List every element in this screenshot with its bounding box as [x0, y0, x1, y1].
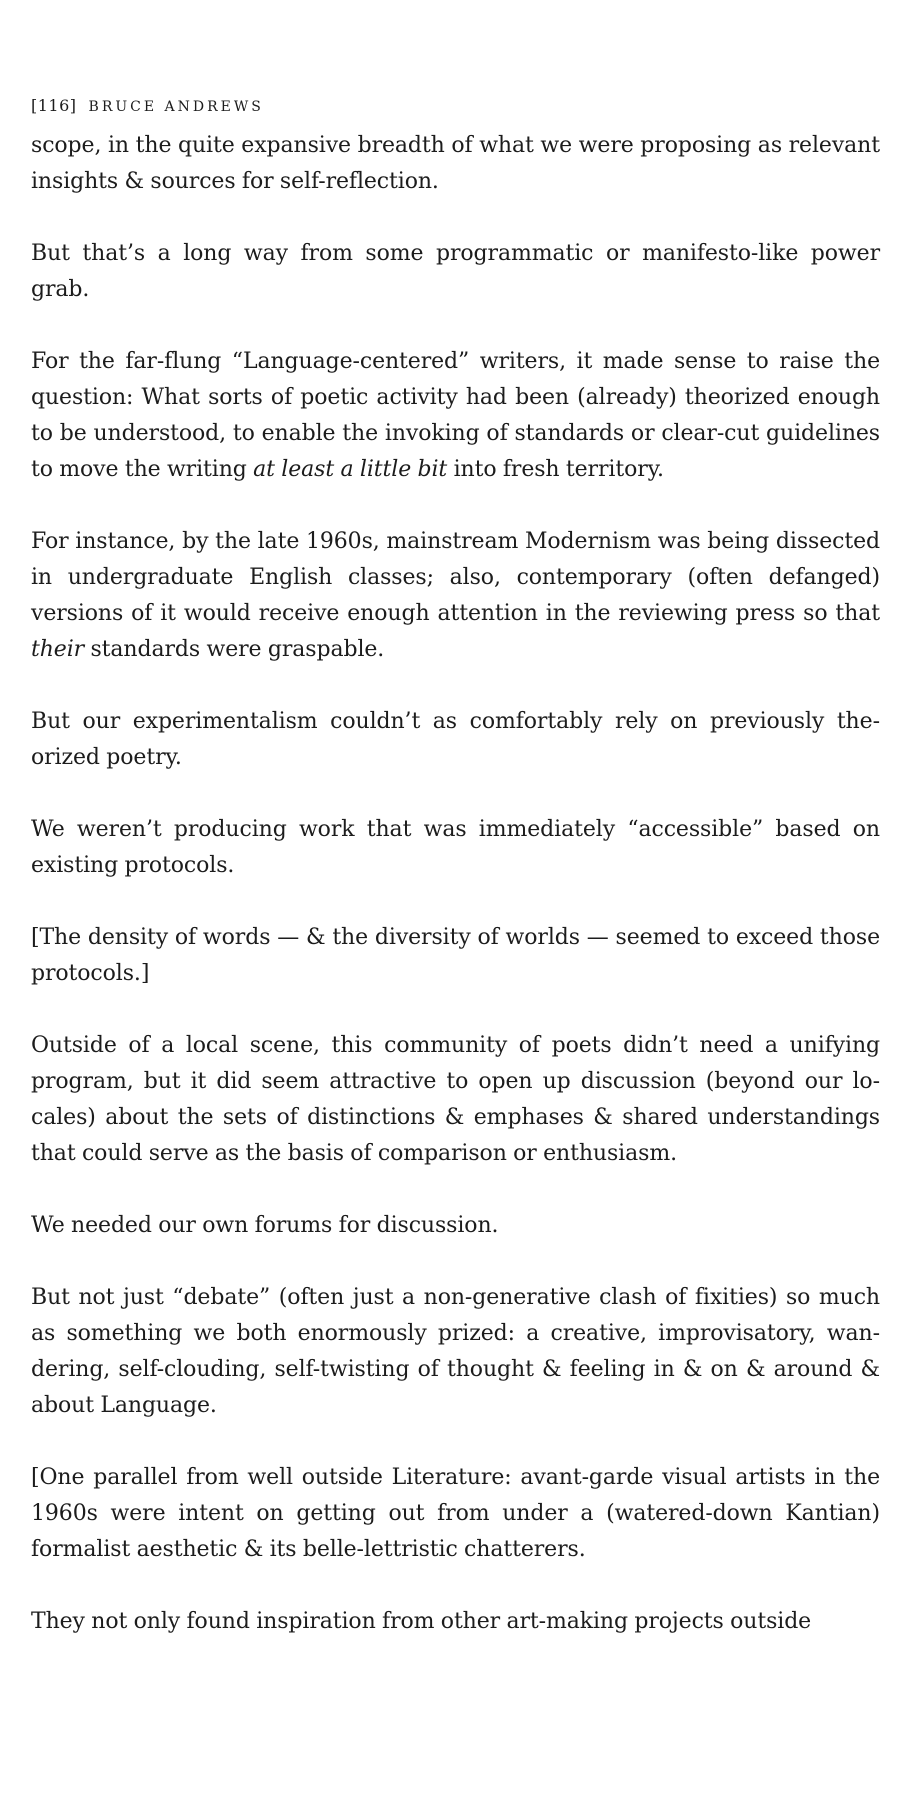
- paragraph: [31, 920, 880, 992]
- paragraph: [31, 1604, 880, 1640]
- text-segment: We needed our own forums for discussion.: [31, 1213, 499, 1238]
- text-segment: [The density of words — & the diversity of worlds — seemed to exceed those protocols.]: [31, 925, 880, 986]
- paragraph: [31, 524, 880, 668]
- page-number: [116]: [31, 96, 77, 115]
- body-text: [31, 128, 880, 1640]
- paragraph: [31, 236, 880, 308]
- text-segment: For the far-flung “Language-centered” writers, it made sense to raise the question: What sorts of poetic activity had been (already) theorized enough to be understood, to enable the invoking of standards or clear-cut guidelines to move the writing: [31, 349, 880, 482]
- text-segment: They not only found inspiration from other art-making projects outside: [31, 1609, 812, 1634]
- italic-phrase: at least a little bit: [253, 457, 448, 482]
- text-segment: But that’s a long way from some programmatic or manifesto-like power grab.: [31, 241, 880, 302]
- paragraph: [31, 344, 880, 488]
- running-head-author: BRUCE ANDREWS: [88, 99, 264, 115]
- text-segment: standards were graspable.: [84, 637, 385, 662]
- text-segment: scope, in the quite expansive breadth of what we were proposing as relevant insights & sources for self-reflection.: [31, 133, 880, 194]
- paragraph: [31, 1460, 880, 1568]
- text-segment: [One parallel from well outside Literature: avant-garde visual artists in the 1960s were intent on getting out from under a (watered-down Kantian) formalist aesthetic & its belle-lettristic chatterers.: [31, 1465, 880, 1562]
- text-segment: But our experimentalism couldn’t as comfortably rely on previously theorized poetry.: [31, 709, 880, 770]
- paragraph: [31, 1208, 880, 1244]
- text-segment: into fresh territory.: [447, 457, 664, 482]
- paragraph: [31, 1028, 880, 1172]
- text-segment: But not just “debate” (often just a non-generative clash of fixities) so much as something we both enormously prized: a creative, improvisatory, wandering, self-clouding, self-twisting of thought & feeling in & on & around & about Language.: [31, 1285, 880, 1418]
- running-head: [31, 96, 880, 116]
- paragraph: [31, 812, 880, 884]
- paragraph: [31, 1280, 880, 1424]
- italic-phrase: their: [31, 637, 85, 662]
- paragraph: [31, 704, 880, 776]
- text-segment: Outside of a local scene, this community of poets didn’t need a unifying program, but it did seem attractive to open up discussion (beyond our locales) about the sets of distinctions & emphases & shared understandings that could serve as the basis of comparison or enthusiasm.: [31, 1033, 880, 1166]
- paragraph: [31, 128, 880, 200]
- text-segment: For instance, by the late 1960s, mainstream Modernism was being dissected in undergraduate English classes; also, contemporary (often defanged) versions of it would receive enough attention in the reviewing press so that: [31, 529, 880, 626]
- text-segment: We weren’t producing work that was immediately “accessible” based on existing protocols.: [31, 817, 880, 878]
